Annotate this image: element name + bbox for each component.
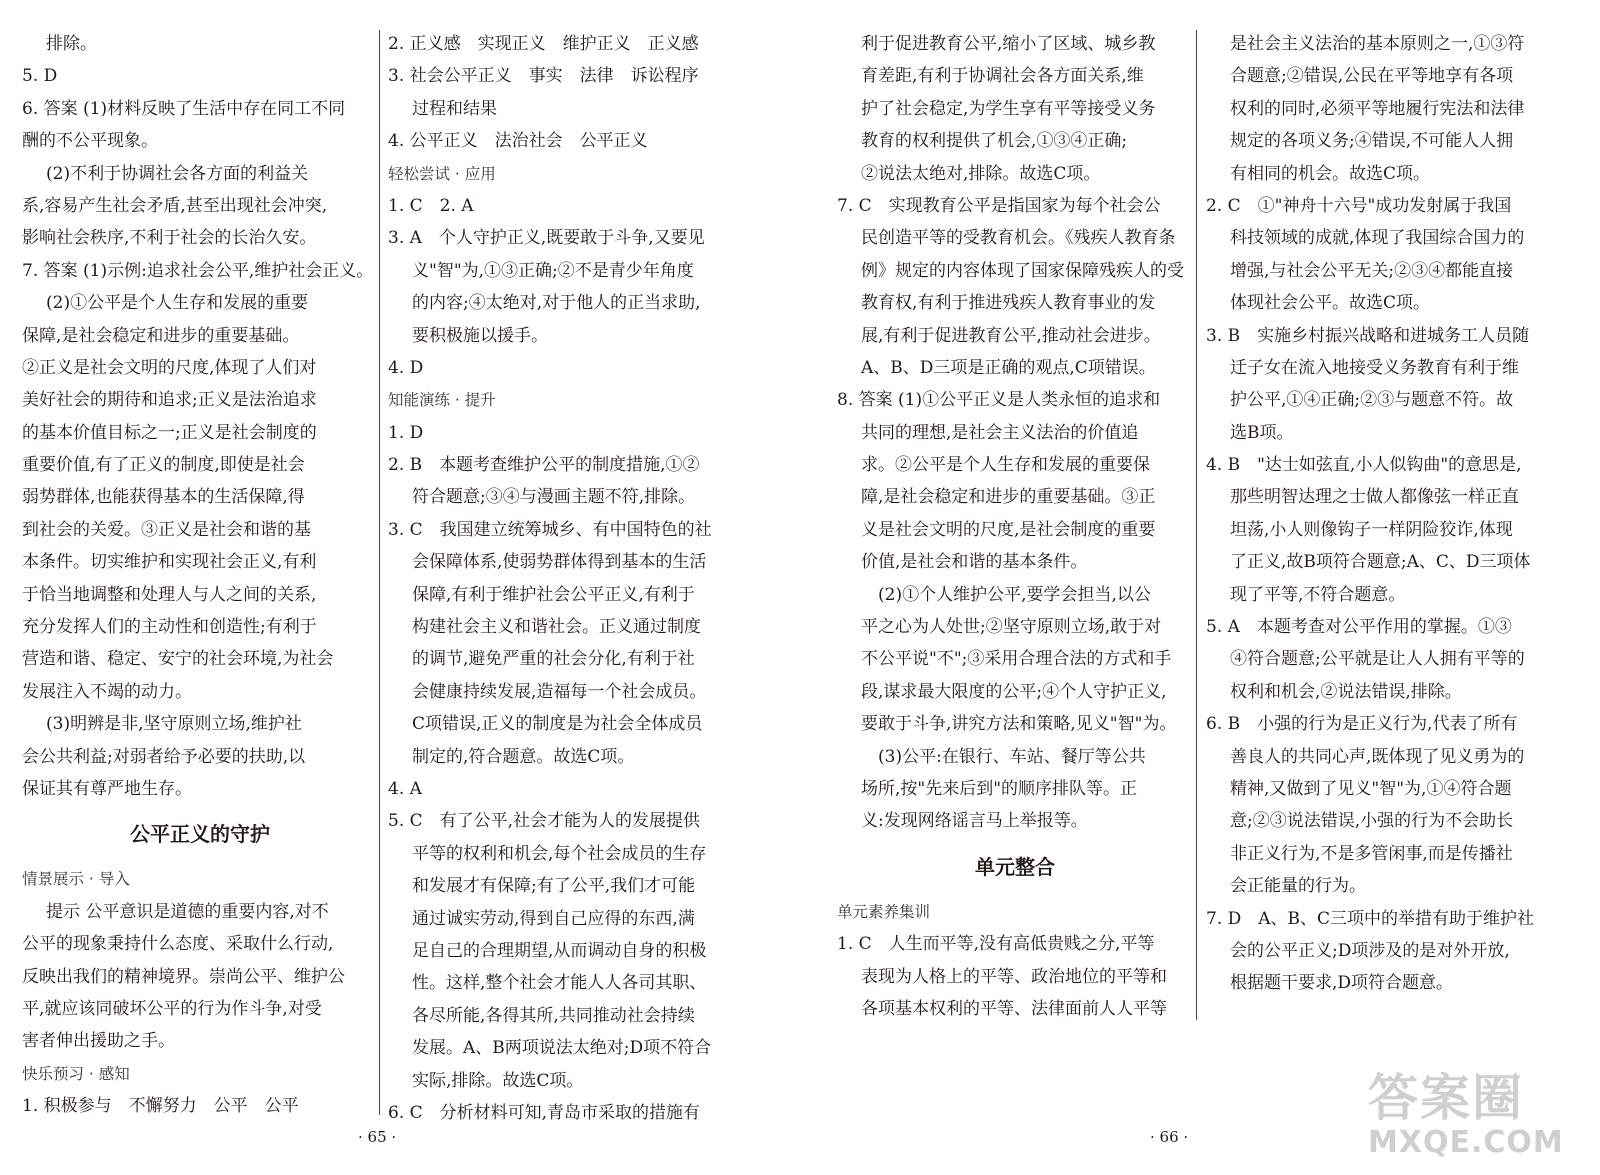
text-line: 符合题意;③④与漫画主题不符,排除。 [412,487,696,508]
text-line: 权利和机会,②说法错误,排除。 [1230,681,1462,702]
answer-item: 4. D [388,357,424,378]
column-divider-left [379,30,380,1115]
text-line: 共同的理想,是社会主义法治的价值追 [861,422,1139,443]
section-heading: 知能演练 · 提升 [388,391,496,410]
text-line: 的内容;④太绝对,对于他人的正当求助, [412,293,701,314]
text-line: A、B、D三项是正确的观点,C项错误。 [861,357,1156,378]
section-heading: 轻松尝试 · 应用 [388,164,496,183]
text-line: 发展注入不竭的动力。 [22,681,192,702]
text-line: 是社会主义法治的基本原则之一,①③符 [1230,34,1525,54]
chapter-title: 单元整合 [975,854,1055,879]
text-line: 会公共利益;对弱者给予必要的扶助,以 [22,746,306,767]
watermark-logo [1368,1070,1582,1170]
column-divider-right [1196,30,1197,1020]
text-line: 排除。 [46,34,97,54]
text-line: 障,是社会稳定和进步的重要基础。③正 [861,487,1156,508]
text-line: ②说法太绝对,排除。故选C项。 [861,163,1101,184]
text-line: 那些明智达理之士做人都像弦一样正直 [1230,487,1519,508]
text-line: 善良人的共同心声,既体现了见义勇为的 [1230,746,1525,767]
text-line: 会健康持续发展,造福每一个社会成员。 [412,681,707,702]
text-line: 选B项。 [1230,422,1294,443]
text-line: 段,谋求最大限度的公平;④个人守护正义, [861,681,1167,702]
text-line: 重要价值,有了正义的制度,即使是社会 [22,455,305,476]
text-line: 过程和结果 [412,98,497,119]
text-line: (2)①公平是个人生存和发展的重要 [46,293,309,314]
text-line: 民创造平等的受教育机会。《残疾人教育条 [861,228,1176,249]
text-line: 体现社会公平。故选C项。 [1230,293,1431,314]
text-line: 权利的同时,必须平等地履行宪法和法律 [1230,98,1525,119]
text-line: 了正义,故B项符合题意;A、C、D三项体 [1230,552,1531,573]
text-line: 发展。A、B两项说法太绝对;D项不符合 [412,1038,712,1059]
text-line: 要积极施以援手。 [412,325,548,346]
answer-item: 4. B "达士如弦直,小人似钩曲"的意思是, [1206,455,1522,476]
text-line: 利于促进教育公平,缩小了区域、城乡教 [861,34,1156,54]
answer-item: 6. C 分析材料可知,青岛市采取的措施有 [388,1102,701,1123]
text-line: 到社会的关爱。③正义是社会和谐的基 [22,519,311,540]
answer-item: 2. C ①"神舟十六号"成功发射属于我国 [1206,195,1512,216]
chapter-title: 公平正义的守护 [130,822,270,847]
text-line: 平,就应该同破坏公平的行为作斗争,对受 [22,998,322,1019]
text-line: 的调节,避免严重的社会分化,有利于社 [412,649,695,670]
answer-item: 3. B 实施乡村振兴战略和进城务工人员随 [1206,325,1530,346]
section-heading: 快乐预习 · 感知 [22,1064,130,1083]
answer-item: 5. C 有了公平,社会才能为人的发展提供 [388,811,701,832]
answer-item: 6. B 小强的行为是正义行为,代表了所有 [1206,714,1518,735]
text-line: 护了社会稳定,为学生享有平等接受义务 [861,98,1156,119]
page65-column-right [388,28,746,1129]
page66-column-left [837,28,1193,1025]
answer-item: 5. A 本题考查对公平作用的掌握。①③ [1206,617,1512,638]
page-number-66: · 66 · [1150,1128,1189,1146]
text-line: 非正义行为,不是多管闲事,而是传播社 [1230,843,1513,864]
text-line: 求。②公平是个人生存和发展的重要保 [861,455,1150,476]
text-line: 弱势群体,也能获得基本的生活保障,得 [22,487,305,508]
answer-item: 1. D [388,422,424,443]
text-line: 增强,与社会公平无关;②③④都能直接 [1230,260,1514,281]
text-line: 例》规定的内容体现了国家保障残疾人的受 [861,260,1184,281]
answer-item: 7. C 实现教育公平是指国家为每个社会公 [837,195,1161,216]
answer-item: 3. A 个人守护正义,既要敢于斗争,又要见 [388,228,705,249]
text-line: 义:发现网络谣言马上举报等。 [861,811,1088,832]
text-line: 酬的不公平现象。 [22,131,158,152]
text-line: 实际,排除。故选C项。 [412,1070,584,1091]
text-line: 会正能量的行为。 [1230,876,1366,897]
answer-item: 8. 答案 (1)①公平正义是人类永恒的追求和 [837,390,1161,411]
answer-item: 4. 公平正义 法治社会 公平正义 [388,131,648,152]
text-line: 于恰当地调整和处理人与人之间的关系, [22,584,317,605]
text-line: 不公平说"不";③采用合理合法的方式和手 [861,649,1172,670]
text-line: ②正义是社会文明的尺度,体现了人们对 [22,357,317,378]
text-line: 精神,又做到了见义"智"为,①④符合题 [1230,778,1512,799]
page65-column-left [22,28,378,1123]
watermark-text: 答案圈 [1368,1069,1524,1127]
text-line: 足自己的合理期望,从而调动自身的积极 [412,940,707,961]
answer-item: 1. C 人生而平等,没有高低贵贱之分,平等 [837,934,1155,955]
text-line: 保障,有利于维护社会公平正义,有利于 [412,584,695,605]
text-line: 反映出我们的精神境界。崇尚公平、维护公 [22,966,345,987]
text-line: 营造和谐、稳定、安宁的社会环境,为社会 [22,649,334,670]
answer-item: 3. C 我国建立统筹城乡、有中国特色的社 [388,519,712,540]
text-line: 系,容易产生社会矛盾,甚至出现社会冲突, [22,195,328,216]
answer-item: 4. A [388,778,422,799]
text-line: ④符合题意;公平就是让人人拥有平等的 [1230,649,1525,670]
text-line: 影响社会秩序,不利于社会的长治久安。 [22,228,317,249]
answer-item: 6. 答案 (1)材料反映了生活中存在同工不同 [22,98,346,119]
answer-item: 2. B 本题考查维护公平的制度措施,①② [388,455,700,476]
watermark-url: MXQE.COM [1368,1125,1564,1160]
text-line: C项错误,正义的制度是为社会全体成员 [412,714,703,735]
text-line: 教育权,有利于推进残疾人教育事业的发 [861,293,1156,314]
text-line: 科技领域的成就,体现了我国综合国力的 [1230,228,1525,249]
answer-item: 3. 社会公平正义 事实 法律 诉讼程序 [388,66,699,87]
text-line: 育差距,有利于协调社会各方面关系,维 [861,66,1144,87]
section-heading: 情景展示 · 导入 [22,870,130,889]
text-line: 护公平,①④正确;②③与题意不符。故 [1230,390,1514,411]
text-line: 各项基本权利的平等、法律面前人人平等 [861,998,1167,1019]
text-line: 美好社会的期待和追求;正义是法治追求 [22,390,317,411]
text-line: 义"智"为,①③正确;②不是青少年角度 [412,260,694,281]
text-line: 合题意;②错误,公民在平等地享有各项 [1230,66,1514,87]
text-line: 充分发挥人们的主动性和创造性;有利于 [22,617,317,638]
answer-item: 7. 答案 (1)示例:追求社会公平,维护社会正义。 [22,260,374,281]
text-line: 和发展才有保障;有了公平,我们才可能 [412,876,696,897]
section-heading: 单元素养集训 [837,902,931,921]
text-line: 保障,是社会稳定和进步的重要基础。 [22,325,300,346]
text-line: 平之心为人处世;②坚守原则立场,敢于对 [861,617,1162,638]
text-line: 平等的权利和机会,每个社会成员的生存 [412,843,707,864]
text-line: 会保障体系,使弱势群体得到基本的生活 [412,552,707,573]
text-line: 展,有利于促进教育公平,推动社会进步。 [861,325,1161,346]
text-line: 害者伸出援助之手。 [22,1031,175,1052]
page66-column-right [1206,28,1564,1000]
page-number-65: · 65 · [358,1128,397,1146]
text-line: 会的公平正义;D项涉及的是对外开放, [1230,940,1510,961]
text-line: 本条件。切实维护和实现社会正义,有利 [22,552,317,573]
text-line: (3)明辨是非,坚守原则立场,维护社 [46,714,302,735]
text-line: 制定的,符合题意。故选C项。 [412,746,635,767]
text-line: 构建社会主义和谐社会。正义通过制度 [412,617,701,638]
text-line: 现了平等,不符合题意。 [1230,584,1406,605]
text-line: 价值,是社会和谐的基本条件。 [861,552,1088,573]
text-line: (3)公平:在银行、车站、餐厅等公共 [861,746,1146,767]
answer-item: 1. 积极参与 不懈努力 公平 公平 [22,1096,299,1117]
text-line: 要敢于斗争,讲究方法和策略,见义"智"为。 [861,714,1177,735]
answer-item: 5. D [22,66,58,87]
text-line: 保证其有尊严地生存。 [22,778,192,799]
text-line: 各尽所能,各得其所,共同推动社会持续 [412,1005,695,1026]
answer-item: 2. 正义感 实现正义 维护正义 正义感 [388,34,699,54]
text-line: 场所,按"先来后到"的顺序排队等。正 [861,778,1138,799]
text-line: 迁子女在流入地接受义务教育有利于维 [1230,357,1519,378]
text-line: 通过诚实劳动,得到自己应得的东西,满 [412,908,695,929]
text-line: 教育的权利提供了机会,①③④正确; [861,131,1128,152]
text-line: 有相同的机会。故选C项。 [1230,163,1431,184]
text-line: 公平的现象秉持什么态度、采取什么行动, [22,934,334,955]
text-line: 根据题干要求,D项符合题意。 [1230,973,1454,994]
text-line: 性。这样,整个社会才能人人各司其职、 [412,973,707,994]
text-line: 规定的各项义务;④错误,不可能人人拥 [1230,131,1514,152]
text-line: 义是社会文明的尺度,是社会制度的重要 [861,519,1156,540]
text-line: (2)①个人维护公平,要学会担当,以公 [861,584,1151,605]
answer-item: 7. D A、B、C三项中的举措有助于维护社 [1206,908,1535,929]
text-line: 意;②③说法错误,小强的行为不会助长 [1230,811,1514,832]
text-line: 提示 公平意识是道德的重要内容,对不 [46,901,329,922]
text-line: 坦荡,小人则像钩子一样阴险狡诈,体现 [1230,519,1513,540]
text-line: 表现为人格上的平等、政治地位的平等和 [861,966,1167,987]
text-line: 的基本价值目标之一;正义是社会制度的 [22,422,317,443]
text-line: (2)不利于协调社会各方面的利益关 [46,163,309,184]
answer-item: 1. C 2. A [388,195,474,216]
